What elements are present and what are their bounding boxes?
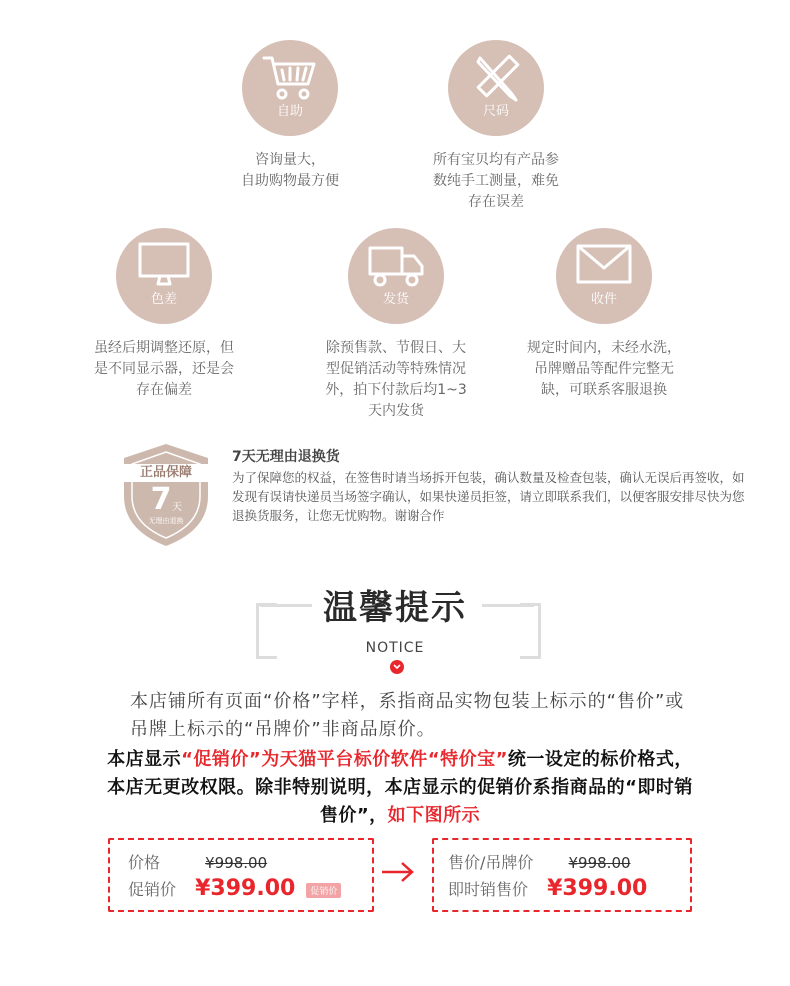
badge-bottom-text: 无理由退换: [148, 517, 184, 525]
feature-self-desc: 咨询量大， 自助购物最方便: [241, 152, 339, 189]
notice-title: 温馨提示: [323, 588, 467, 628]
badge-top-text: 正品保障: [139, 465, 192, 480]
feature-ship-label: 发货: [382, 292, 409, 307]
left-promo-label: 促销价: [128, 880, 177, 899]
guarantee-title: 7天无理由退换货: [232, 449, 340, 465]
feature-receive: [504, 228, 704, 401]
badge-number: 7: [150, 482, 172, 517]
right-instant-label: 即时销售价: [448, 880, 529, 899]
truck-icon: [366, 238, 426, 294]
feature-color: [64, 228, 264, 401]
feature-color-label: 色差: [150, 292, 177, 307]
feature-ship: [296, 228, 496, 422]
feature-self: [190, 40, 390, 192]
right-price-label: 售价/吊牌价: [448, 853, 534, 872]
feature-ship-desc: 除预售款、节假日、大 型促销活动等特殊情况 外，拍下付款后均1~3 天内发货: [325, 340, 467, 419]
notice-subtitle: NOTICE: [358, 640, 433, 656]
para2-b: “促销价”为天猫平台标价软件“特价宝”: [181, 749, 508, 770]
feature-size-desc: 所有宝贝均有产品参 数纯手工测量，难免 存在误差: [433, 152, 559, 210]
para2-c: 统一设定的标价格式，本店无更改权限。除非特别说明，本店显示的促销价系指商品的“即时销售价”，: [107, 749, 693, 826]
price-box-left: [108, 838, 374, 912]
left-promo-value: ¥399.00: [195, 876, 296, 901]
feature-receive-label: 收件: [590, 292, 617, 307]
feature-size-label: 尺码: [482, 104, 509, 119]
feature-receive-circle: [556, 228, 652, 324]
arrow-right-icon: [380, 860, 416, 888]
para2-a: 本店显示: [107, 749, 182, 770]
notice-subtitle-wrap: [0, 640, 790, 656]
badge-day: 天: [172, 502, 182, 513]
feature-color-circle: [116, 228, 212, 324]
guarantee-body: 为了保障您的权益，在签售时请当场拆开包装，确认数量及检查包装，确认无误后再签收，如发现有误请快递员当场签字确认，如果快递员拒签，请立即联系我们，以便客服安排尽快为您退换货服务，让您无忧购物。谢谢合作: [232, 470, 745, 523]
notice-paragraph-1: 本店铺所有页面“价格”字样，系指商品实物包装上标示的“售价”或吊牌上标示的“吊牌价”非商品原价。: [130, 691, 685, 740]
para2-d: 如下图所示: [387, 805, 481, 826]
feature-ship-circle: [348, 228, 444, 324]
left-price-label: 价格: [128, 853, 161, 872]
monitor-icon: [134, 238, 194, 294]
left-price-value: ¥998.00: [205, 854, 268, 872]
feature-size: [396, 40, 596, 213]
chevron-down-icon: [390, 660, 404, 674]
right-price-value: ¥998.00: [568, 854, 631, 872]
envelope-icon: [574, 238, 634, 294]
feature-color-desc: 虽经后期调整还原，但 是不同显示器，还是会 存在偏差: [94, 340, 234, 398]
price-box-right: [432, 838, 692, 912]
ruler-pencil-icon: [466, 50, 526, 106]
notice-paragraph-2: [100, 746, 700, 830]
feature-self-circle: [242, 40, 338, 136]
promo-tag: 促销价: [306, 883, 341, 898]
feature-size-circle: [448, 40, 544, 136]
right-instant-value: ¥399.00: [547, 876, 648, 901]
cart-icon: [260, 50, 320, 106]
feature-self-label: 自助: [276, 104, 303, 119]
guarantee-badge: [116, 440, 216, 550]
feature-receive-desc: 规定时间内，未经水洗， 吊牌赠品等配件完整无 缺，可联系客服退换: [527, 340, 681, 398]
